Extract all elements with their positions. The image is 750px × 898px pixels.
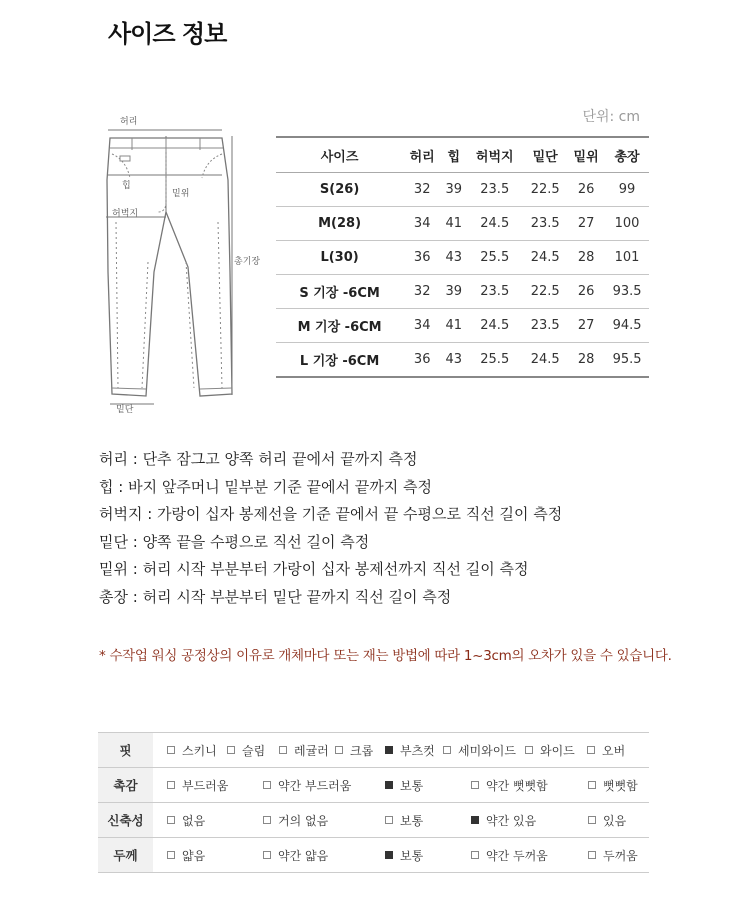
- value-cell: 26: [567, 275, 605, 309]
- size-cell: L 기장 -6CM: [276, 343, 403, 378]
- option-group: [153, 812, 649, 829]
- checkbox-icon: [167, 816, 175, 824]
- value-cell: 43: [441, 241, 466, 275]
- value-cell: 22.5: [523, 173, 567, 207]
- note-waist: 허리 : 단추 잠그고 양쪽 허리 끝에서 끝까지 측정: [99, 450, 418, 468]
- checkbox-icon: [263, 851, 271, 859]
- option: [227, 742, 279, 759]
- value-cell: 39: [441, 275, 466, 309]
- header-total-length: 총장: [605, 137, 649, 173]
- option-label: 보통: [400, 778, 424, 793]
- option-label: 와이드: [540, 743, 575, 758]
- thigh-label: 허벅지: [112, 209, 139, 219]
- value-cell: 25.5: [466, 343, 523, 378]
- option-label: 약간 얇음: [278, 848, 329, 863]
- attribute-row-stretch: [98, 803, 649, 838]
- value-cell: 23.5: [523, 207, 567, 241]
- value-cell: 34: [403, 207, 441, 241]
- checkbox-icon: [588, 781, 596, 789]
- checkbox-icon: [443, 746, 451, 754]
- checkbox-icon: [263, 816, 271, 824]
- size-cell: S(26): [276, 173, 403, 207]
- option: [588, 777, 638, 794]
- table-row: [276, 275, 649, 309]
- table-row: [276, 173, 649, 207]
- header-hip: 힙: [441, 137, 466, 173]
- option-label: 크롭: [350, 743, 374, 758]
- attribute-row-texture: [98, 768, 649, 803]
- size-table-header: [276, 137, 649, 173]
- value-cell: 99: [605, 173, 649, 207]
- option: [471, 847, 588, 864]
- attribute-table: [98, 732, 649, 873]
- checkbox-icon: [471, 781, 479, 789]
- option-group: [153, 847, 649, 864]
- value-cell: 32: [403, 173, 441, 207]
- option: [279, 742, 335, 759]
- value-cell: 41: [441, 207, 466, 241]
- option: [167, 742, 227, 759]
- value-cell: 26: [567, 173, 605, 207]
- total-length-label: 총기장: [234, 257, 261, 267]
- checkbox-icon: [167, 781, 175, 789]
- checkbox-icon: [279, 746, 287, 754]
- value-cell: 95.5: [605, 343, 649, 378]
- option: [385, 742, 443, 759]
- table-row: [276, 309, 649, 343]
- value-cell: 34: [403, 309, 441, 343]
- note-rise: 밑위 : 허리 시작 부분부터 가랑이 십자 봉제선까지 직선 길이 측정: [99, 560, 529, 578]
- option-label: 세미와이드: [458, 743, 516, 758]
- header-rise: 밑위: [567, 137, 605, 173]
- measurement-notes: [99, 446, 562, 611]
- unit-label: 단위: cm: [582, 109, 640, 125]
- option: [335, 742, 385, 759]
- checkbox-icon: [167, 746, 175, 754]
- attribute-row-fit: [98, 733, 649, 768]
- option: [263, 847, 385, 864]
- note-hem: 밑단 : 양쪽 끝을 수평으로 직선 길이 측정: [99, 532, 370, 551]
- value-cell: 94.5: [605, 309, 649, 343]
- option-label: 부츠컷: [400, 743, 435, 758]
- option: [587, 742, 625, 759]
- checkbox-icon: [385, 816, 393, 824]
- checkbox-checked-icon: [385, 781, 393, 789]
- note-total-length: 총장 : 허리 시작 부분부터 밑단 끝까지 직선 길이 측정: [99, 587, 452, 606]
- option: [263, 812, 385, 829]
- jeans-icon: [92, 112, 272, 442]
- waist-label: 허리: [120, 117, 138, 127]
- option-label: 약간 있음: [486, 813, 537, 828]
- option-label: 거의 없음: [278, 813, 329, 828]
- size-cell: S 기장 -6CM: [276, 275, 403, 309]
- value-cell: 24.5: [466, 207, 523, 241]
- attribute-row-thickness: [98, 838, 649, 873]
- option-label: 슬림: [242, 743, 266, 758]
- option-label: 스키니: [182, 743, 217, 758]
- attribute-name: 촉감: [98, 768, 153, 803]
- option: [263, 777, 385, 794]
- checkbox-icon: [588, 816, 596, 824]
- attribute-name: 신축성: [98, 803, 153, 838]
- header-size: 사이즈: [276, 137, 403, 173]
- option-label: 오버: [602, 743, 626, 758]
- option-label: 보통: [400, 848, 424, 863]
- option-label: 레귤러: [294, 743, 329, 758]
- value-cell: 23.5: [466, 173, 523, 207]
- value-cell: 24.5: [466, 309, 523, 343]
- option: [167, 847, 263, 864]
- option-label: 약간 부드러움: [278, 778, 352, 793]
- option: [471, 777, 588, 794]
- size-table: [276, 136, 649, 378]
- table-row: [276, 207, 649, 241]
- option-group: [153, 742, 649, 759]
- value-cell: 32: [403, 275, 441, 309]
- option-label: 뻣뻣함: [603, 778, 638, 793]
- value-cell: 41: [441, 309, 466, 343]
- checkbox-icon: [588, 851, 596, 859]
- option: [167, 812, 263, 829]
- checkbox-icon: [335, 746, 343, 754]
- value-cell: 27: [567, 207, 605, 241]
- option: [167, 777, 263, 794]
- option: [443, 742, 525, 759]
- value-cell: 36: [403, 343, 441, 378]
- rise-label: 밑위: [172, 189, 190, 199]
- checkbox-icon: [227, 746, 235, 754]
- value-cell: 23.5: [466, 275, 523, 309]
- tolerance-warning: * 수작업 워싱 공정상의 이유로 개체마다 또는 재는 방법에 따라 1~3cm의 오차가 있을 수 있습니다.: [99, 648, 672, 664]
- option-label: 없음: [182, 813, 206, 828]
- attribute-name: 핏: [98, 733, 153, 768]
- option: [385, 847, 471, 864]
- size-cell: M(28): [276, 207, 403, 241]
- option-label: 얇음: [182, 848, 206, 863]
- hip-label: 힙: [122, 181, 131, 191]
- hem-label: 밑단: [116, 405, 134, 415]
- size-cell: L(30): [276, 241, 403, 275]
- checkbox-icon: [167, 851, 175, 859]
- value-cell: 27: [567, 309, 605, 343]
- attribute-name: 두께: [98, 838, 153, 873]
- table-row: [276, 343, 649, 378]
- value-cell: 28: [567, 241, 605, 275]
- note-hip: 힙 : 바지 앞주머니 밑부분 기준 끝에서 끝까지 측정: [99, 477, 433, 496]
- value-cell: 22.5: [523, 275, 567, 309]
- value-cell: 39: [441, 173, 466, 207]
- value-cell: 101: [605, 241, 649, 275]
- option-group: [153, 777, 649, 794]
- checkbox-checked-icon: [385, 851, 393, 859]
- header-thigh: 허벅지: [466, 137, 523, 173]
- option: [525, 742, 587, 759]
- option-label: 부드러움: [182, 778, 229, 793]
- value-cell: 100: [605, 207, 649, 241]
- table-row: [276, 241, 649, 275]
- value-cell: 36: [403, 241, 441, 275]
- checkbox-icon: [263, 781, 271, 789]
- option-label: 두꺼움: [603, 848, 638, 863]
- option: [385, 812, 471, 829]
- option: [385, 777, 471, 794]
- size-cell: M 기장 -6CM: [276, 309, 403, 343]
- option-label: 있음: [603, 813, 627, 828]
- option-label: 보통: [400, 813, 424, 828]
- option-label: 약간 두꺼움: [486, 848, 548, 863]
- value-cell: 24.5: [523, 241, 567, 275]
- jeans-diagram: [92, 112, 272, 442]
- option: [588, 847, 638, 864]
- checkbox-checked-icon: [385, 746, 393, 754]
- page-title: 사이즈 정보: [108, 20, 227, 48]
- value-cell: 93.5: [605, 275, 649, 309]
- checkbox-checked-icon: [471, 816, 479, 824]
- header-hem: 밑단: [523, 137, 567, 173]
- note-thigh: 허벅지 : 가랑이 십자 봉제선을 기준 끝에서 끝 수평으로 직선 길이 측정: [99, 505, 563, 523]
- value-cell: 25.5: [466, 241, 523, 275]
- value-cell: 23.5: [523, 309, 567, 343]
- option: [471, 812, 588, 829]
- checkbox-icon: [587, 746, 595, 754]
- value-cell: 24.5: [523, 343, 567, 378]
- value-cell: 43: [441, 343, 466, 378]
- checkbox-icon: [471, 851, 479, 859]
- checkbox-icon: [525, 746, 533, 754]
- value-cell: 28: [567, 343, 605, 378]
- option-label: 약간 뻣뻣함: [486, 778, 548, 793]
- header-waist: 허리: [403, 137, 441, 173]
- option: [588, 812, 626, 829]
